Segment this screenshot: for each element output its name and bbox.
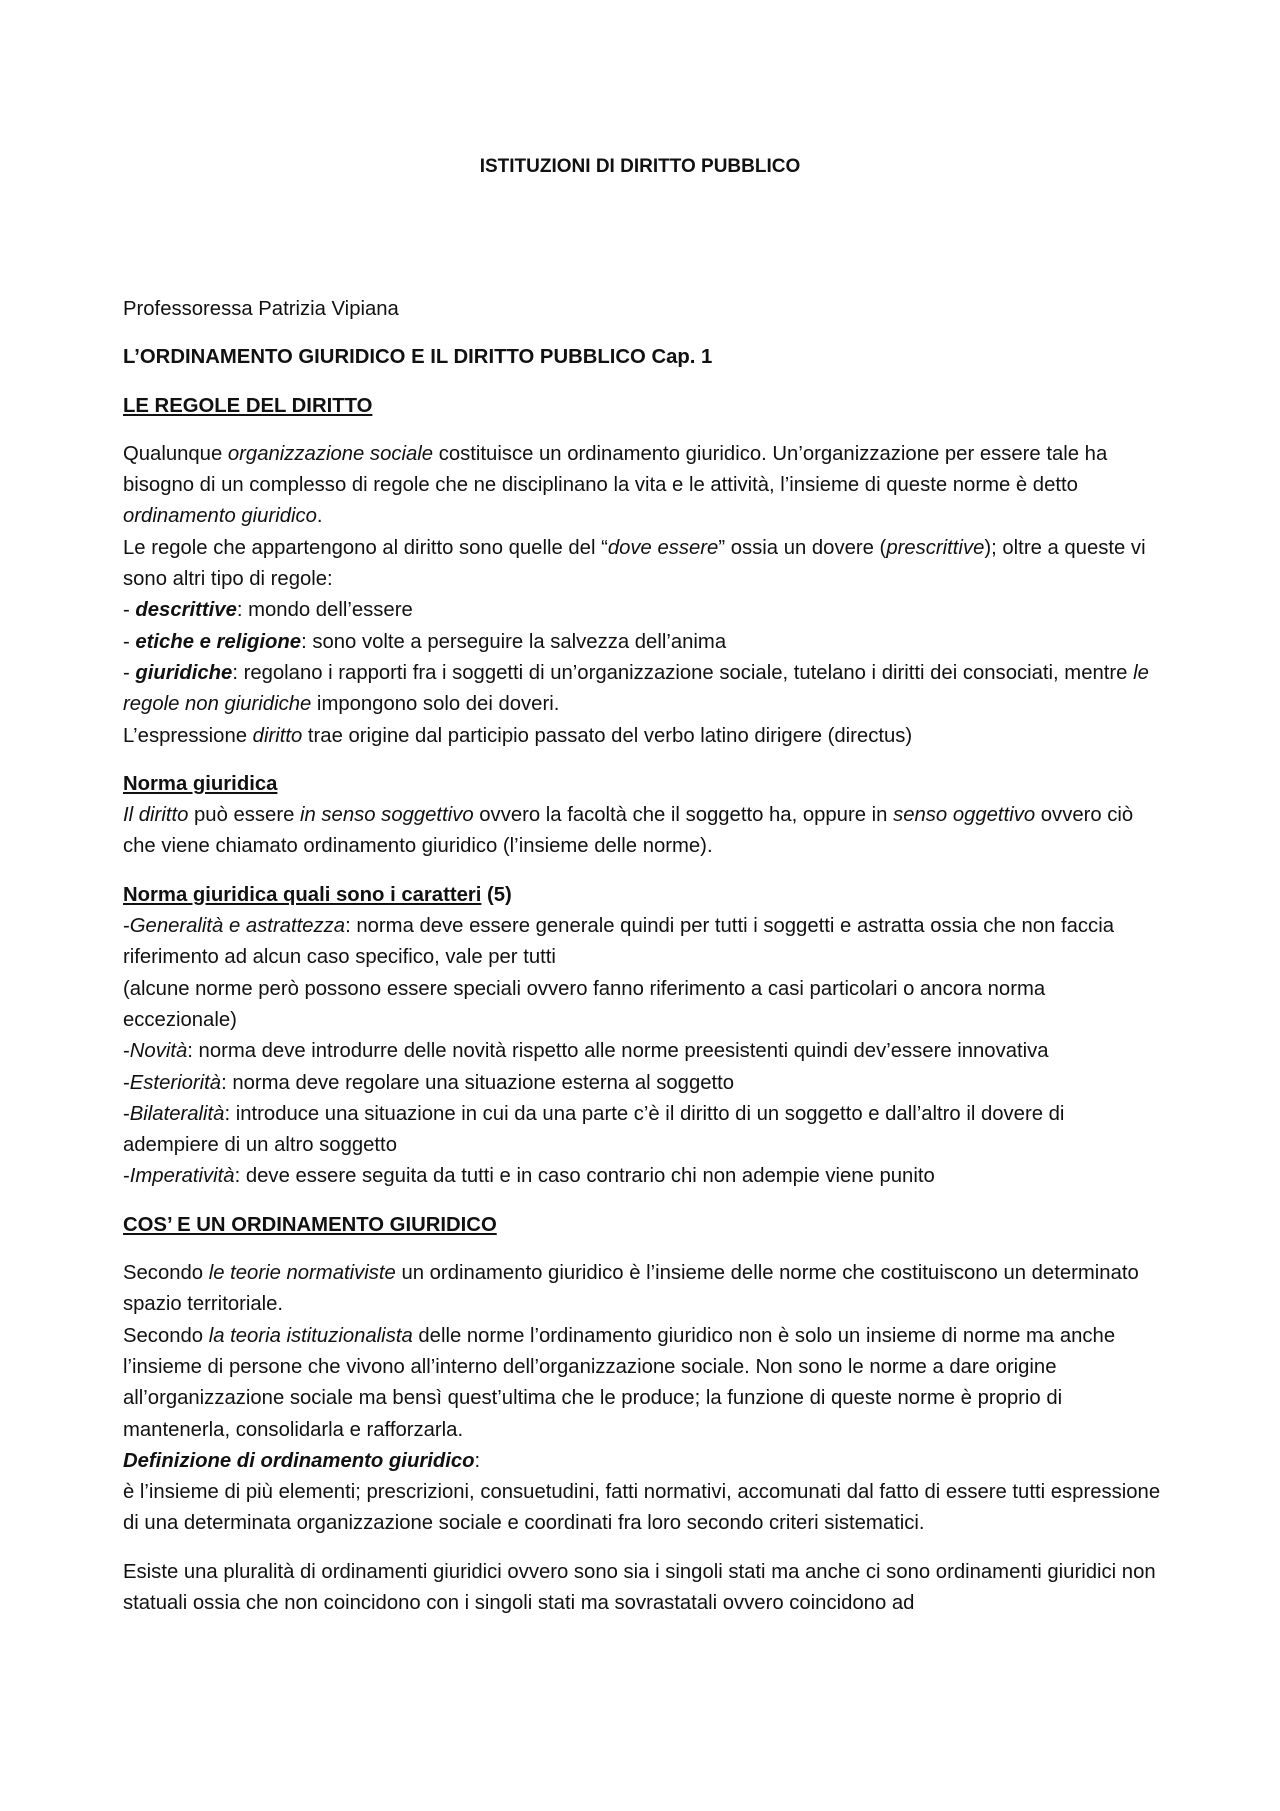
- author-line: Professoressa Patrizia Vipiana: [123, 298, 399, 320]
- list-note: (alcune norme però possono essere speciali ovvero fanno riferimento a casi particolari o ancora norma eccezionale): [123, 977, 1046, 1031]
- list-item: - etiche e religione: sono volte a perseguire la salvezza dell’anima: [123, 630, 727, 653]
- paragraph: Esiste una pluralità di ordinamenti giuridici ovvero sono sia i singoli stati ma anche ci sono ordinamenti giuridici non statuali ossia che non coincidono con i singoli stati ma sovrastatali ovvero coincidono ad: [123, 1560, 1156, 1614]
- list-item: -Novità: norma deve introdurre delle novità rispetto alle norme preesistenti quindi dev’essere innovativa: [123, 1040, 1049, 1063]
- paragraph: Le regole che appartengono al diritto sono quelle del “dove essere” ossia un dovere (prescrittive); oltre a queste vi sono altri tipo di regole:: [123, 536, 1146, 591]
- paragraph: Il diritto può essere in senso soggettivo ovvero la facoltà che il soggetto ha, oppure in senso oggettivo ovvero ciò che viene chiamato ordinamento giuridico (l’insieme delle norme).: [123, 804, 1134, 858]
- definition-label: Definizione di ordinamento giuridico:: [123, 1449, 481, 1472]
- list-item: -Imperatività: deve essere seguita da tutti e in caso contrario chi non adempie viene punito: [123, 1165, 935, 1188]
- list-item: -Esteriorità: norma deve regolare una situazione esterna al soggetto: [123, 1071, 735, 1094]
- list-item: -Generalità e astrattezza: norma deve essere generale quindi per tutti i soggetti e astratta ossia che non faccia riferimento ad alcun caso specifico, vale per tutti: [123, 915, 1114, 969]
- list-item: -Bilateralità: introduce una situazione in cui da una parte c’è il diritto di un soggetto e dall’altro il dovere di adempiere di un altro soggetto: [123, 1102, 1065, 1157]
- paragraph: è l’insieme di più elementi; prescrizioni, consuetudini, fatti normativi, accomunati dal fatto di essere tutti espressione di una determinata organizzazione sociale e coordinati fra loro secondo criteri sistematici.: [123, 1481, 1161, 1535]
- paragraph: L’espressione diritto trae origine dal participio passato del verbo latino dirigere (directus): [123, 724, 913, 747]
- chapter-heading: L’ORDINAMENTO GIURIDICO E IL DIRITTO PUBBLICO Cap. 1: [123, 346, 713, 369]
- section-heading-ordinamento: COS’ E UN ORDINAMENTO GIURIDICO: [123, 1213, 497, 1236]
- section-heading-norma: Norma giuridica: [123, 772, 278, 795]
- list-item: - descrittive: mondo dell’essere: [123, 599, 413, 622]
- paragraph: Secondo le teorie normativiste un ordinamento giuridico è l’insieme delle norme che costituiscono un determinato spazio territoriale.: [123, 1262, 1139, 1316]
- document-title: ISTITUZIONI DI DIRITTO PUBBLICO: [479, 156, 801, 177]
- document-body: [123, 294, 1163, 1619]
- paragraph: Secondo la teoria istituzionalista delle norme l’ordinamento giuridico non è solo un insieme di norme ma anche l’insieme di persone che vivono all’interno dell’organizzazione sociale. Non sono le norme a dare origine all’organizzazione sociale ma bensì quest’ultima che le produce; la funzione di queste norme è proprio di mantenerla, consolidarla e rafforzarla.: [123, 1324, 1116, 1441]
- list-item: - giuridiche: regolano i rapporti fra i soggetti di un’organizzazione sociale, tutelano i diritti dei consociati, mentre le regole non giuridiche impongono solo dei doveri.: [123, 661, 1149, 716]
- section-heading-regole: LE REGOLE DEL DIRITTO: [123, 394, 373, 417]
- paragraph: Qualunque organizzazione sociale costituisce un ordinamento giuridico. Un’organizzazione per essere tale ha bisogno di un complesso di regole che ne disciplinano la vita e le attività, l’insieme di queste norme è detto ordinamento giuridico.: [123, 442, 1108, 528]
- section-heading-caratteri: Norma giuridica quali sono i caratteri (5): [123, 883, 512, 906]
